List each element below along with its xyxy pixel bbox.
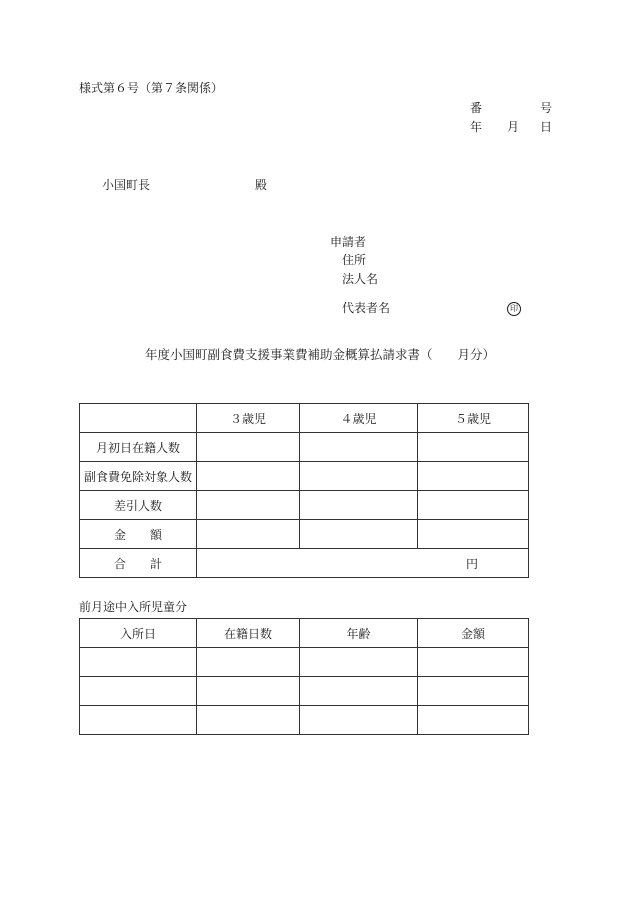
summary-row (80, 491, 529, 520)
midmonth-header-cell: 金額 (418, 619, 529, 648)
summary-table (79, 403, 529, 578)
currency-unit: 円 (465, 556, 478, 571)
midmonth-row (80, 677, 529, 706)
summary-cell (197, 491, 300, 520)
applicant-corp-label: 法人名 (342, 272, 379, 286)
midmonth-row (80, 706, 529, 735)
midmonth-cell (197, 648, 300, 677)
summary-header-cell: ３歳児 (197, 404, 300, 433)
addressee-name: 小国町長 (102, 178, 151, 192)
summary-header-cell: ４歳児 (300, 404, 418, 433)
summary-cell (197, 433, 300, 462)
summary-cell (197, 520, 300, 549)
midmonth-cell (80, 706, 197, 735)
date-month: 月 (507, 120, 520, 134)
midmonth-caption: 前月途中入所児童分 (79, 600, 188, 614)
summary-row-label: 副食費免除対象人数 (80, 462, 197, 491)
summary-header-cell: ５歳児 (418, 404, 529, 433)
seal-mark (507, 301, 521, 316)
summary-cell (300, 520, 418, 549)
applicant-heading: 申請者 (330, 235, 367, 249)
addressee-honorific: 殿 (255, 178, 268, 192)
summary-cell (300, 491, 418, 520)
midmonth-header-cell: 在籍日数 (197, 619, 300, 648)
midmonth-cell (418, 677, 529, 706)
midmonth-cell (197, 706, 300, 735)
midmonth-cell (300, 677, 418, 706)
seal-icon: 印 (507, 302, 521, 316)
midmonth-cell (300, 648, 418, 677)
number-suffix: 号 (540, 101, 553, 115)
midmonth-row (80, 648, 529, 677)
midmonth-cell (197, 677, 300, 706)
midmonth-cell (80, 648, 197, 677)
summary-cell (300, 433, 418, 462)
midmonth-cell (418, 706, 529, 735)
midmonth-cell (300, 706, 418, 735)
summary-header-cell (80, 404, 197, 433)
summary-row-label: 金 額 (80, 520, 197, 549)
midmonth-table (79, 618, 529, 735)
number-prefix: 番 (470, 101, 483, 115)
date-day: 日 (540, 120, 553, 134)
midmonth-header-row (80, 619, 529, 648)
form-id: 様式第６号（第７条関係） (79, 81, 224, 95)
summary-row-label: 月初日在籍人数 (80, 433, 197, 462)
date-year: 年 (470, 120, 483, 134)
applicant-rep-label: 代表者名 (342, 301, 391, 315)
applicant-address-label: 住所 (342, 253, 367, 267)
summary-row (80, 520, 529, 549)
total-amount-cell (197, 549, 529, 578)
summary-cell (418, 433, 529, 462)
summary-cell (300, 462, 418, 491)
midmonth-header-cell: 年齢 (300, 619, 418, 648)
summary-cell (418, 462, 529, 491)
summary-row (80, 462, 529, 491)
document-title: 年度小国町副食費支援事業費補助金概算払請求書（ 月分） (145, 347, 496, 362)
midmonth-header-cell: 入所日 (80, 619, 197, 648)
summary-row (80, 433, 529, 462)
midmonth-cell (418, 648, 529, 677)
summary-total-row (80, 549, 529, 578)
summary-row-label: 差引人数 (80, 491, 197, 520)
total-label: 合 計 (80, 549, 197, 578)
summary-header-row (80, 404, 529, 433)
midmonth-cell (80, 677, 197, 706)
summary-cell (418, 491, 529, 520)
summary-cell (418, 520, 529, 549)
summary-cell (197, 462, 300, 491)
